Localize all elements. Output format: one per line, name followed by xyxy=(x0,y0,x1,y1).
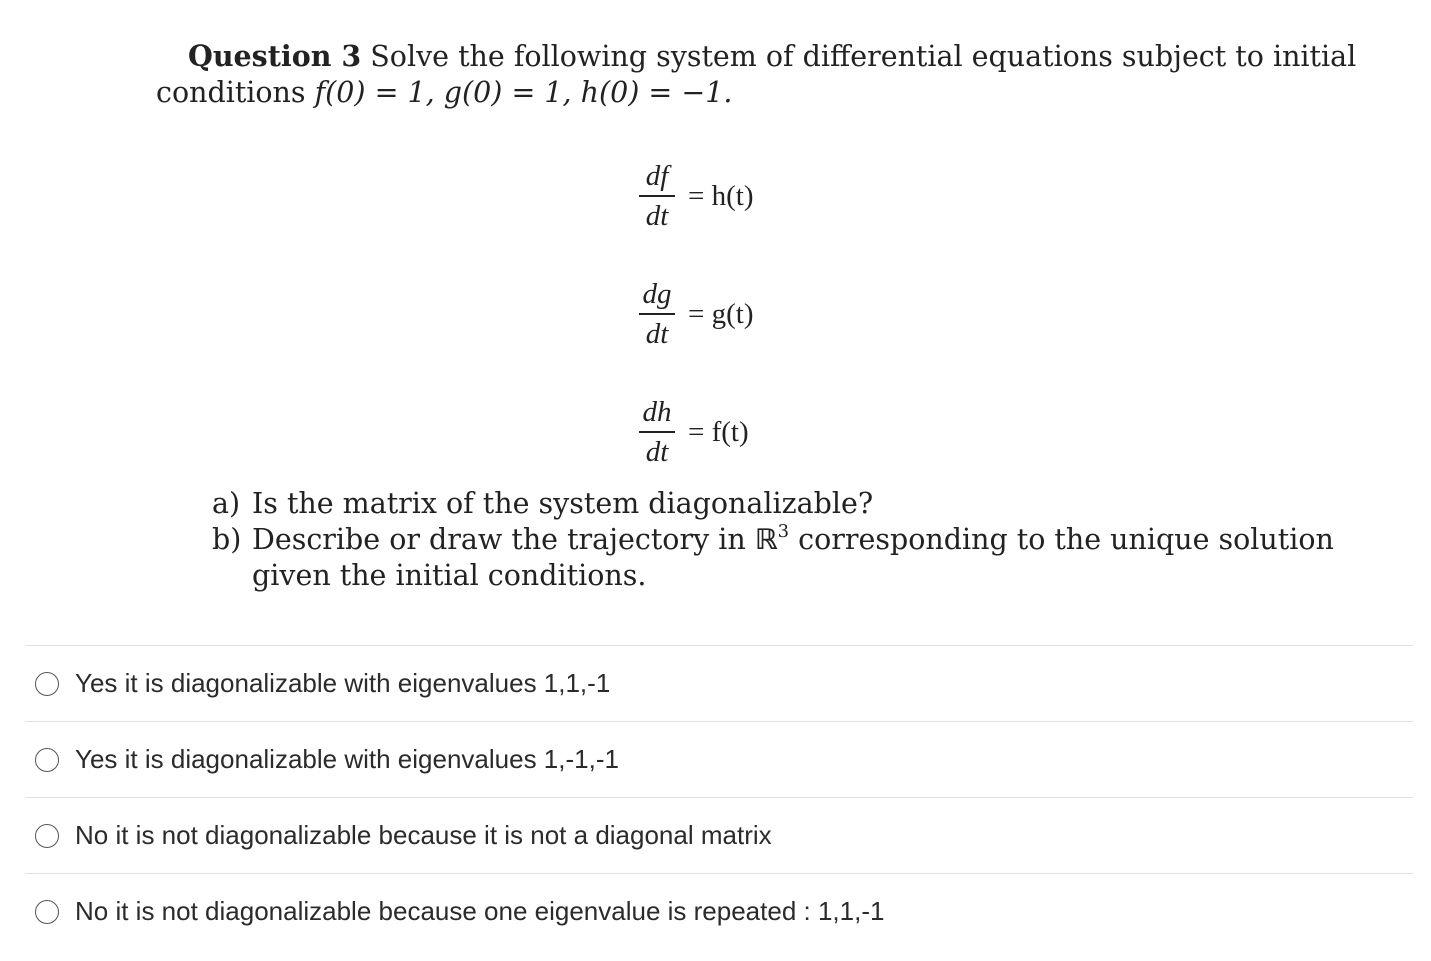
fraction-bar xyxy=(639,431,675,433)
fraction-df-dt xyxy=(638,161,676,231)
equation-rhs: = h(t) xyxy=(688,179,754,212)
part-b-text xyxy=(252,522,1334,594)
answer-option-label: Yes it is diagonalizable with eigenvalues 1,1,-1 xyxy=(75,668,611,698)
answer-option-label: Yes it is diagonalizable with eigenvalues 1,-1,-1 xyxy=(75,744,619,774)
part-b-label: b) xyxy=(212,523,242,556)
denominator: dt xyxy=(645,317,669,350)
denominator: dt xyxy=(645,199,669,232)
question-conditions-line xyxy=(156,75,1256,111)
part-b-line-1 xyxy=(252,522,1334,558)
question-intro: Solve the following system of differential equations subject to initial xyxy=(370,40,1357,73)
part-b-text-2: corresponding to the unique solution xyxy=(798,523,1334,556)
equation-rhs: = g(t) xyxy=(688,297,754,330)
real-space-exponent: 3 xyxy=(777,521,790,542)
real-space-symbol: ℝ xyxy=(754,523,778,556)
part-a-text: Is the matrix of the system diagonalizable? xyxy=(252,487,874,520)
radio-button-icon[interactable] xyxy=(35,900,59,924)
numerator: dg xyxy=(642,278,672,311)
question-intro-line xyxy=(156,38,1357,75)
radio-button-icon[interactable] xyxy=(35,672,59,696)
question-number: Question 3 xyxy=(188,39,362,73)
radio-button-icon[interactable] xyxy=(35,824,59,848)
numerator: dh xyxy=(642,396,672,429)
radio-button-icon[interactable] xyxy=(35,748,59,772)
answer-option-label: No it is not diagonalizable because it is not a diagonal matrix xyxy=(75,820,772,850)
part-b xyxy=(212,521,1334,594)
answer-option-4[interactable] xyxy=(25,873,1413,949)
initial-conditions: f(0) = 1, g(0) = 1, h(0) = −1. xyxy=(314,76,733,109)
fraction-dg-dt xyxy=(638,279,676,349)
part-b-text-3: given the initial conditions. xyxy=(252,559,647,592)
equation-dh xyxy=(638,392,749,472)
part-a-label: a) xyxy=(212,487,241,520)
part-a xyxy=(212,486,1257,522)
answer-options xyxy=(25,645,1413,949)
fraction-bar xyxy=(639,195,675,197)
part-b-text-1: Describe or draw the trajectory in xyxy=(252,523,746,556)
answer-option-1[interactable] xyxy=(25,645,1413,721)
equation-dg xyxy=(638,274,753,354)
answer-option-3[interactable] xyxy=(25,797,1413,873)
equation-df xyxy=(638,156,753,236)
equation-rhs: = f(t) xyxy=(688,415,749,448)
question-subparts xyxy=(212,486,1334,594)
answer-option-2[interactable] xyxy=(25,721,1413,797)
fraction-dh-dt xyxy=(638,397,676,467)
conditions-prefix: conditions xyxy=(156,76,306,109)
numerator: df xyxy=(645,160,669,193)
fraction-bar xyxy=(639,313,675,315)
denominator: dt xyxy=(645,435,669,468)
question-text xyxy=(156,38,1357,111)
answer-option-label: No it is not diagonalizable because one eigenvalue is repeated : 1,1,-1 xyxy=(75,896,885,926)
